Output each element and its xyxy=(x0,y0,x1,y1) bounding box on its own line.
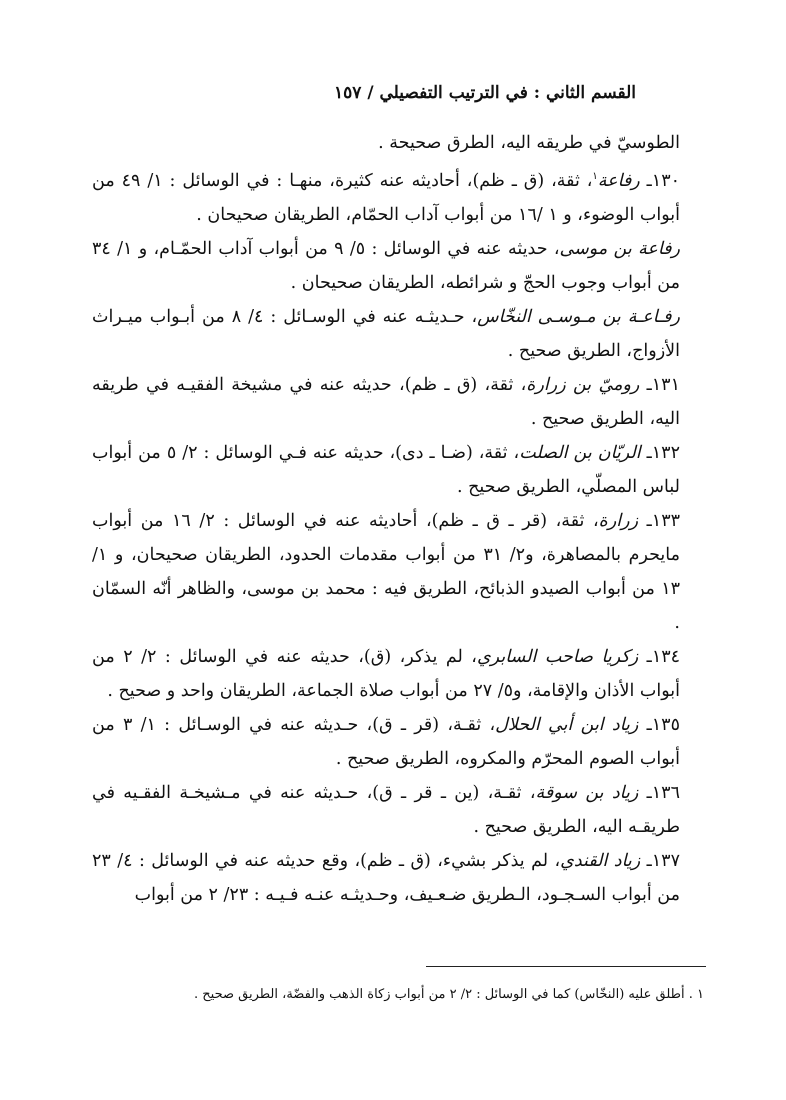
running-header: القسم الثاني : في الترتيب التفصيلي / ١٥٧ xyxy=(334,83,636,103)
entry-number: ١٣٢ـ xyxy=(640,442,680,463)
paragraph xyxy=(92,844,680,912)
paragraph-text: الطوسيّ في طريقه اليه، الطرق صحيحة . xyxy=(378,133,680,153)
narrator-name: رفاعة بن موسى xyxy=(559,238,680,259)
paragraph xyxy=(92,300,680,368)
narrator-name: رفـاعـة بن مـوسـى النخّاس xyxy=(477,306,680,327)
paragraph-text: ، حـديثـه عنه في الوسـائل : ٤/ ٨ من أبـواب ميـراث الأزواج، الطريق صحيح . xyxy=(92,306,680,361)
paragraph xyxy=(92,640,680,708)
paragraph xyxy=(92,436,680,504)
entry-number: ١٣٤ـ xyxy=(638,646,681,667)
entry-number: ١٣٠ـ xyxy=(639,170,680,191)
paragraph-text: ، ثقة، (قر ـ ق ـ ظم)، أحاديثه عنه في الوسائل : ٢/ ١٦ من أبواب مايحرم بالمصاهرة، و٢/ ٣١ من أبواب مقدمات الحدود، الطريقان صحيحان، و ١/ ١٣ من أبواب الصيدو الذبائح، الطريق فيه : محمد بن موسى، والظاهر أنّه السمّان . xyxy=(92,510,680,633)
narrator-name: زرارة xyxy=(598,510,639,531)
footnote-marker: ١ xyxy=(592,171,598,182)
paragraph xyxy=(92,504,680,640)
entry-number: ١٣٦ـ xyxy=(638,782,680,803)
paragraph-text: ، لم يذكر، (ق)، حديثه عنه في الوسائل : ٢/ ٢ من أبواب الأذان والإقامة، و٥/ ٢٧ من أبواب صلاة الجماعة، الطريقان واحد و صحيح . xyxy=(92,646,680,701)
narrator-name: زياد بن سوقة xyxy=(535,782,639,803)
entry-number: ١٣٧ـ xyxy=(640,850,680,871)
paragraph-text: ، ثقـة، (ين ـ قر ـ ق)، حـديثه عنه في مـشيخـة الفقـيه في طريقـه اليه، الطريق صحيح . xyxy=(92,782,680,837)
entry-number: ١٣١ـ xyxy=(639,374,680,395)
narrator-name: زياد القندي xyxy=(560,850,641,871)
paragraph xyxy=(92,160,680,232)
paragraph xyxy=(92,708,680,776)
footnote: ١ . أطلق عليه (النخّاس) كما في الوسائل : ٢/ ٢ من أبواب زكاة الذهب والفضّة، الطريق صحيح . xyxy=(193,987,704,1002)
paragraph xyxy=(92,368,680,436)
paragraph xyxy=(92,126,680,160)
paragraph-text: ، ثقـة، (قر ـ ق)، حـديثه عنه في الوسـائل : ١/ ٣ من أبواب الصوم المحرّم والمكروه، الطريق صحيح . xyxy=(92,714,680,769)
entry-number: ١٣٣ـ xyxy=(638,510,680,531)
narrator-name: رفاعة xyxy=(597,170,640,191)
narrator-name: روميّ بن زرارة xyxy=(526,374,640,395)
narrator-name: زكريا صاحب السابري xyxy=(476,646,639,667)
entry-number: ١٣٥ـ xyxy=(638,714,680,735)
paragraph-text: ، ثقة، (ق ـ ظم)، أحاديثه عنه كثيرة، منهـا : في الوسائل : ١/ ٤٩ من أبواب الوضوء، و ١ /١٦ من أبواب آداب الحمّام، الطريقان صحيحان . xyxy=(92,170,680,225)
paragraph xyxy=(92,776,680,844)
paragraph-text: ، ثقة، (ق ـ ظم)، حديثه عنه في مشيخة الفقيـه في طريقه اليه، الطريق صحيح . xyxy=(92,374,680,429)
paragraph xyxy=(92,232,680,300)
narrator-name: الريّان بن الصلت xyxy=(519,442,641,463)
narrator-name: زياد ابن أبي الحلال xyxy=(495,714,639,735)
paragraph-text: ، ثقة، (ضـا ـ دى)، حديثه عنه فـي الوسائل : ٢/ ٥ من أبواب لباس المصلّي، الطريق صحيح . xyxy=(92,442,680,497)
footnote-divider xyxy=(426,966,706,967)
paragraph-text: ، حديثه عنه في الوسائل : ٥/ ٩ من أبواب آداب الحمّـام، و ١/ ٣٤ من أبواب وجوب الحجّ و شرائطه، الطريقان صحيحان . xyxy=(92,238,680,293)
body-text xyxy=(92,126,680,912)
paragraph-text: ، لم يذكر بشيء، (ق ـ ظم)، وقع حديثه عنه في الوسائل : ٤/ ٢٣ من أبواب السـجـود، الـطريق ضـعـيف، وحـديثـه عنـه فـيـه : ٢٣/ ٢ من أبواب xyxy=(92,850,680,905)
